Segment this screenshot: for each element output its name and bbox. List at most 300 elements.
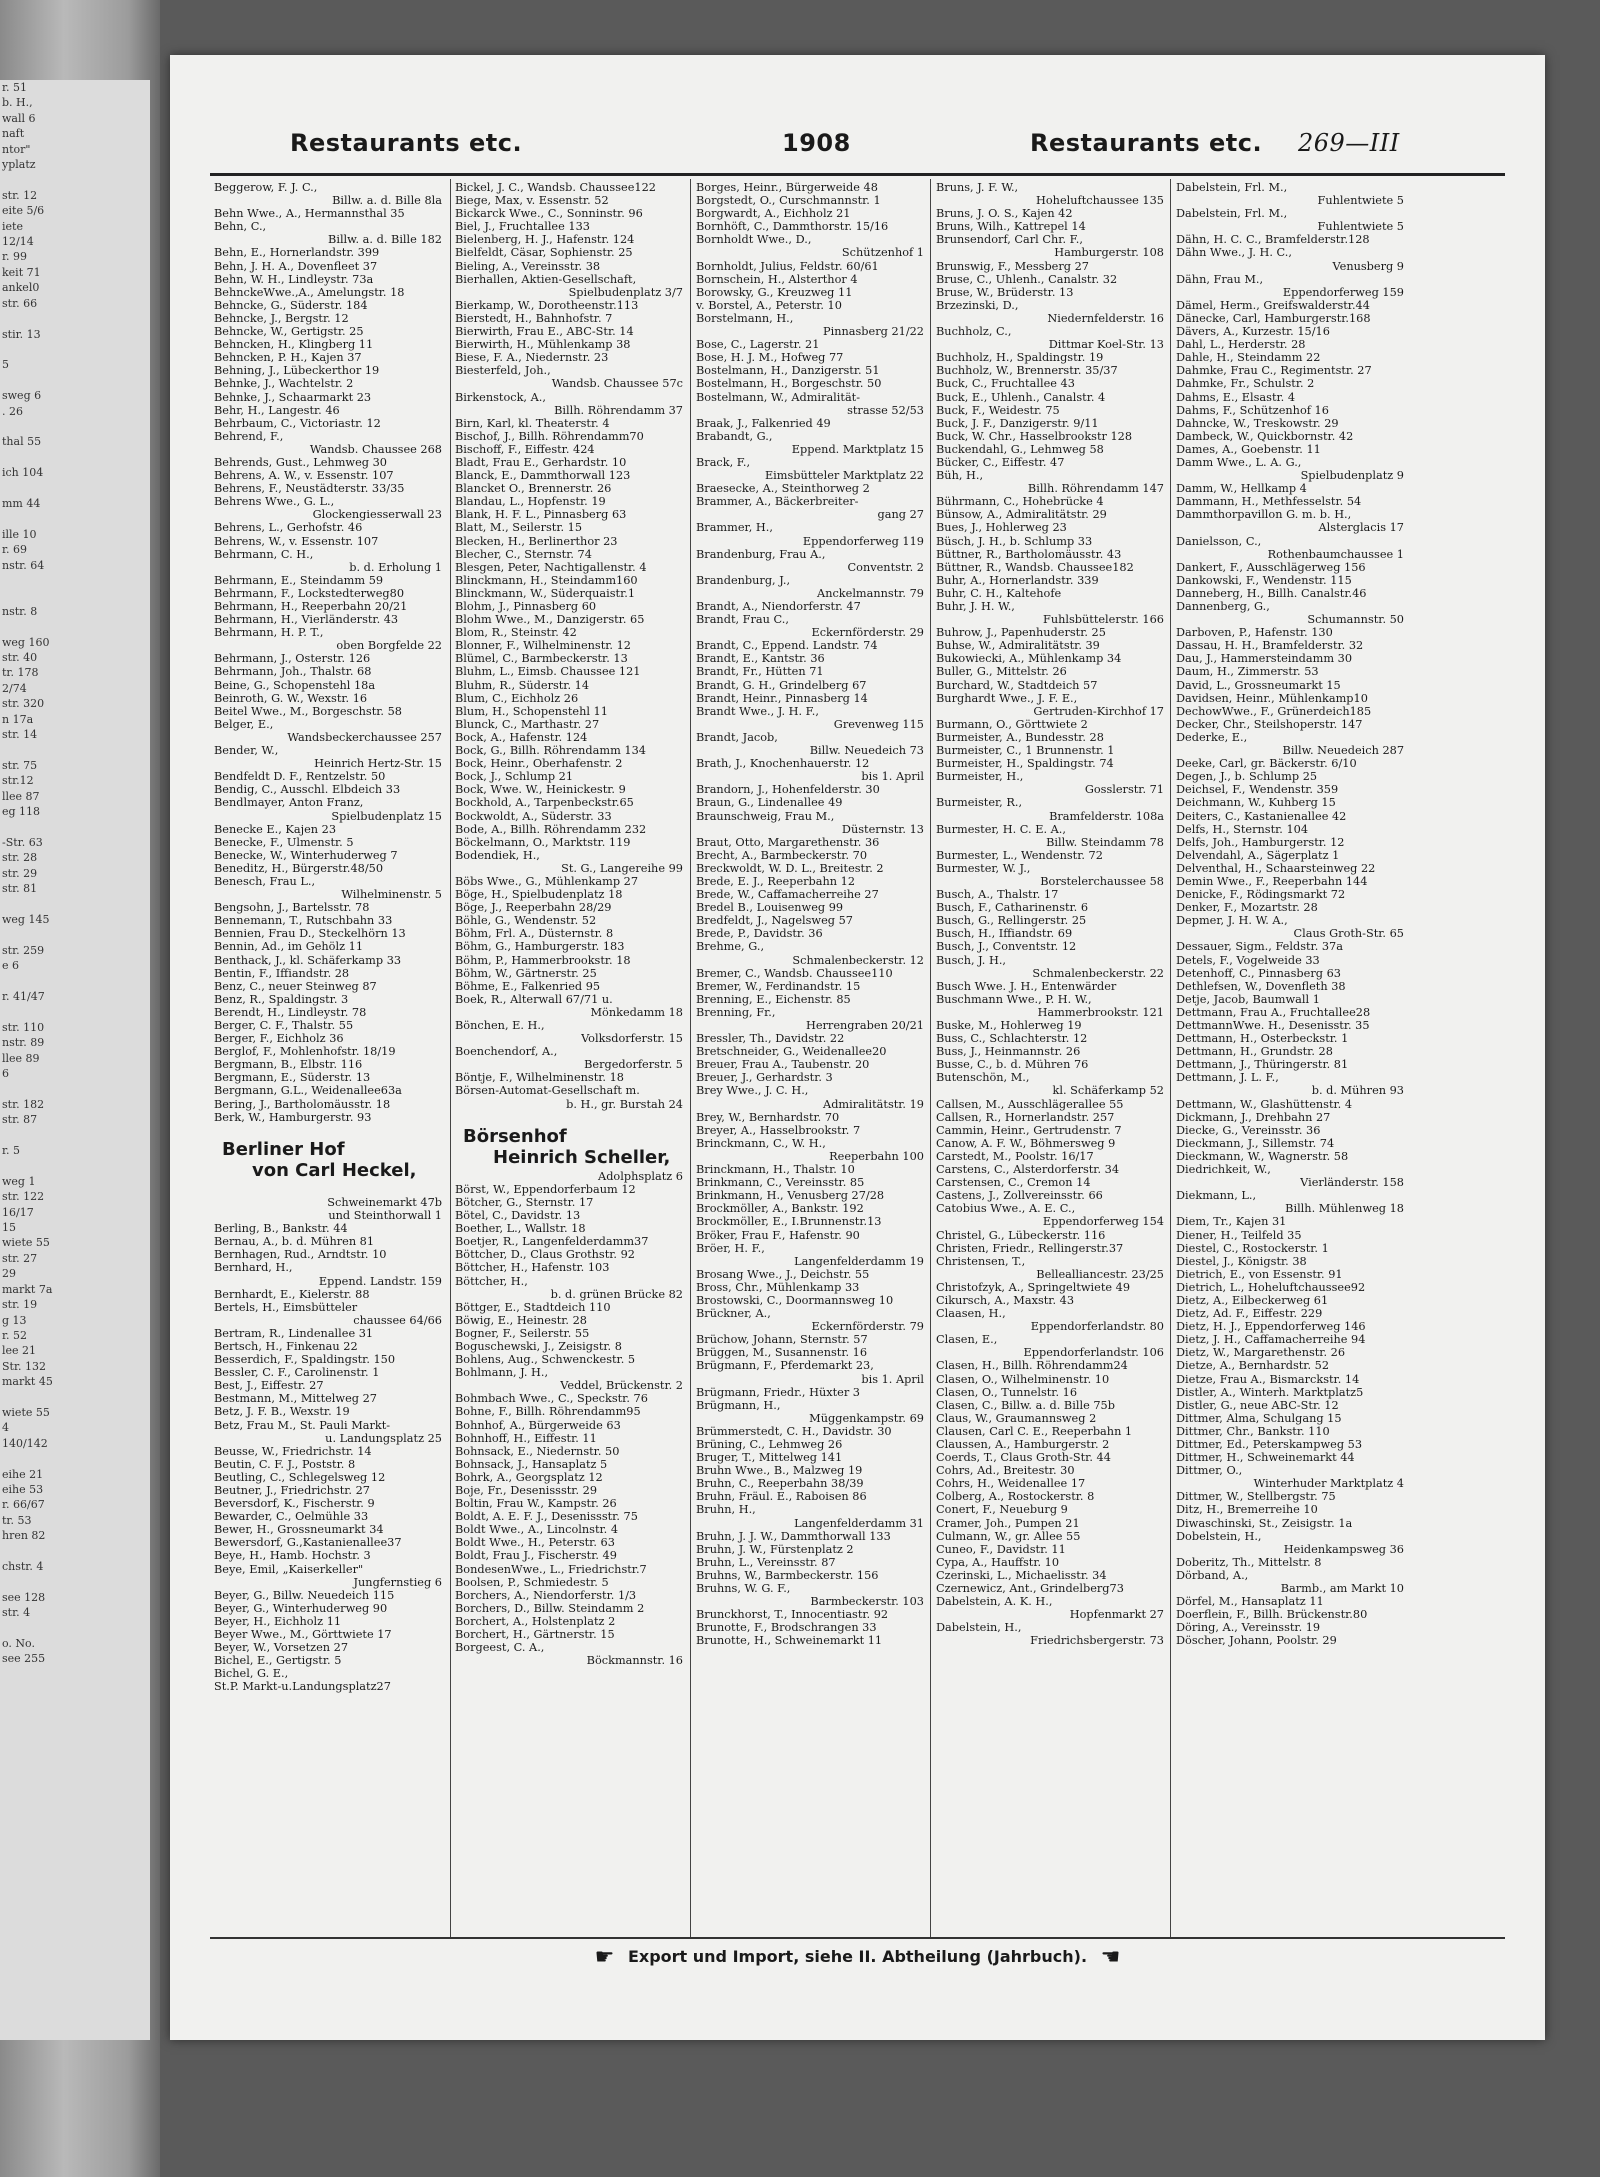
directory-entry: Diem, Tr., Kajen 31 — [1176, 1215, 1287, 1229]
directory-entry: Bönchen, E. H., — [455, 1019, 545, 1032]
directory-entry: Cikursch, A., Maxstr. 43 — [936, 1293, 1075, 1307]
directory-entry: Dietrich, L., Hoheluftchaussee92 — [1176, 1280, 1366, 1294]
directory-entry: Brunsendorf, Carl Chr. F., — [936, 233, 1083, 247]
directory-entry: Busch, G., Rellingerstr. 25 — [936, 914, 1087, 928]
directory-entry: Behncken, H., Klingberg 11 — [214, 338, 374, 352]
directory-entry: Bose, H. J. M., Hofweg 77 — [696, 351, 844, 365]
left-page-text: str. 19 — [2, 1298, 38, 1312]
left-page-text — [0, 820, 150, 835]
directory-entry: und Steinthorwall 1 — [328, 1209, 442, 1223]
directory-entry: Borchers, D., Billw. Steindamm 2 — [455, 1601, 645, 1615]
directory-entry: Beye, Emil, „Kaiserkeller" — [214, 1562, 364, 1576]
directory-entry: Dähn, Frau M., — [1176, 272, 1264, 286]
left-page-text — [0, 1621, 150, 1636]
directory-entry: Buchholz, C., — [936, 325, 1012, 339]
directory-entry: Blum, C., Eichholz 26 — [455, 691, 579, 705]
column-3 — [696, 181, 924, 1648]
directory-entry: BondesenWwe., L., Friedrichstr.7 — [455, 1562, 647, 1576]
left-page-text: llee 89 — [2, 1051, 40, 1065]
directory-entry: Heidenkampsweg 36 — [1283, 1542, 1404, 1556]
directory-entry: Brede, E. J., Reeperbahn 12 — [696, 874, 856, 888]
directory-entry: Conert, F., Neueburg 9 — [936, 1503, 1068, 1517]
directory-entry: Venusberg 9 — [1332, 259, 1404, 273]
directory-entry: Bergedorferstr. 5 — [584, 1058, 683, 1072]
directory-entry: Billw. a. d. Bille 8la — [332, 194, 442, 208]
directory-entry: Bohmbach Wwe., C., Speckstr. 76 — [455, 1392, 648, 1406]
directory-entry: Brunckhorst, T., Innocentiastr. 92 — [696, 1608, 889, 1622]
directory-entry: Bornholdt, Julius, Feldstr. 60/61 — [696, 259, 879, 273]
directory-entry: Pinnasberg 21/22 — [823, 325, 924, 339]
directory-entry: Diekmann, L., — [1176, 1189, 1257, 1203]
directory-entry: Damm Wwe., L. A. G., — [1176, 455, 1302, 469]
directory-entry: Deiters, C., Kastanienallee 42 — [1176, 809, 1347, 823]
directory-entry: Blandau, L., Hopfenstr. 19 — [455, 495, 606, 509]
directory-entry: Clasen, C., Billw. a. d. Bille 75b — [936, 1398, 1115, 1412]
column-5 — [1176, 181, 1404, 1648]
directory-entry: Buhse, W., Admiralitätstr. 39 — [936, 639, 1100, 653]
directory-entry: u. Landungsplatz 25 — [325, 1431, 442, 1445]
directory-entry: Billh. Röhrendamm 147 — [1027, 482, 1164, 496]
directory-entry: Bohne, F., Billh. Röhrendamm95 — [455, 1405, 641, 1419]
directory-entry: Eppendorferweg 119 — [802, 534, 924, 548]
directory-entry: Boetjer, R., Langenfelderdamm37 — [455, 1235, 649, 1249]
directory-entry: Bichel, G. E., — [214, 1667, 289, 1681]
directory-entry: Distler, A., Winterh. Marktplatz5 — [1176, 1385, 1364, 1399]
directory-entry: Bierhallen, Aktien-Gesellschaft, — [455, 272, 637, 286]
directory-entry: Buske, M., Hohlerweg 19 — [936, 1019, 1082, 1032]
directory-entry: Fuhlentwiete 5 — [1317, 194, 1404, 208]
directory-entry: Blesgen, Peter, Nachtigallenstr. 4 — [455, 560, 647, 574]
directory-entry: Diwaschinski, St., Zeisigstr. 1a — [1176, 1516, 1353, 1530]
directory-entry: Beutin, C. F. J., Poststr. 8 — [214, 1457, 356, 1471]
left-page-text: str. 75 — [2, 758, 38, 772]
directory-entry: Buller, G., Mittelstr. 26 — [936, 665, 1067, 679]
left-page-text: wiete 55 — [2, 1236, 50, 1250]
directory-entry: Eppendorferweg 159 — [1282, 285, 1404, 299]
directory-entry: Dietze, Frau A., Bismarckstr. 14 — [1176, 1372, 1360, 1386]
directory-entry: Dietz, W., Margarethenstr. 26 — [1176, 1346, 1346, 1360]
directory-entry: Blanck, E., Dammthorwall 123 — [455, 469, 631, 483]
directory-entry: Behrens, L., Gerhofstr. 46 — [214, 521, 363, 535]
directory-entry: Eckernförderstr. 29 — [811, 626, 924, 640]
directory-entry: Bladt, Frau E., Gerhardstr. 10 — [455, 455, 627, 469]
directory-entry: Busch Wwe. J. H., Entenwärder — [936, 979, 1117, 993]
directory-entry: Braut, Otto, Margarethenstr. 36 — [696, 835, 880, 849]
directory-entry: Culmann, W., gr. Allee 55 — [936, 1529, 1081, 1543]
directory-entry: Christofzyk, A., Springeltwiete 49 — [936, 1280, 1131, 1294]
directory-entry: Billw. Steindamm 78 — [1046, 835, 1164, 849]
directory-entry: Herrengraben 20/21 — [805, 1019, 924, 1032]
directory-entry: Brandt, Heinr., Pinnasberg 14 — [696, 691, 868, 705]
directory-entry: Behncke, G., Süderstr. 184 — [214, 298, 368, 312]
directory-entry: Glockengiesserwall 23 — [312, 508, 442, 522]
directory-entry: Bendlmayer, Anton Franz, — [214, 796, 364, 810]
directory-entry: Böckelmann, O., Marktstr. 119 — [455, 835, 631, 849]
directory-entry: Bergmann, G.L., Weidenallee63a — [214, 1084, 402, 1098]
directory-entry: Gertruden-Kirchhof 17 — [1033, 704, 1164, 718]
directory-entry: Bierwirth, Frau E., ABC-Str. 14 — [455, 325, 634, 339]
left-page-text: str. 40 — [2, 651, 38, 665]
directory-entry: Benecke, W., Winterhuderweg 7 — [214, 848, 398, 862]
directory-entry: gang 27 — [877, 508, 924, 522]
directory-entry: Dittmer, Alma, Schulgang 15 — [1176, 1411, 1342, 1425]
directory-entry: Dävers, A., Kurzestr. 15/16 — [1176, 325, 1330, 339]
directory-entry: Brostowski, C., Doormannsweg 10 — [696, 1293, 894, 1307]
left-page-text: str. 259 — [2, 943, 45, 957]
directory-entry: Behrbaum, C., Victoriastr. 12 — [214, 416, 381, 430]
directory-entry: Böttger, E., Stadtdeich 110 — [455, 1300, 611, 1314]
left-page-text — [0, 1004, 150, 1019]
directory-entry: Bruns, J. F. W., — [936, 181, 1019, 194]
directory-entry: Böge, H., Spielbudenplatz 18 — [455, 888, 623, 902]
directory-entry: Bessler, C. F., Carolinenstr. 1 — [214, 1366, 380, 1380]
directory-entry: Damm, W., Hellkamp 4 — [1176, 482, 1307, 496]
directory-entry: Borgstedt, O., Curschmannstr. 1 — [696, 194, 881, 208]
directory-entry: Behning, J., Lübeckerthor 19 — [214, 364, 380, 378]
directory-entry: chaussee 64/66 — [353, 1313, 442, 1327]
directory-entry: Bukowiecki, A., Mühlenkamp 34 — [936, 652, 1122, 666]
left-page-text: see 255 — [2, 1652, 46, 1666]
directory-entry: Veddel, Brückenstr. 2 — [560, 1379, 683, 1393]
directory-entry: Dietz, H. J., Eppendorferweg 146 — [1176, 1320, 1366, 1334]
left-page-text: str. 14 — [2, 728, 38, 742]
directory-entry: Eckernförderstr. 79 — [811, 1320, 924, 1334]
directory-entry: Buhr, A., Hornerlandstr. 339 — [936, 573, 1099, 587]
directory-entry: Braak, J., Falkenried 49 — [696, 416, 831, 430]
directory-entry: Bruhn, L., Vereinsstr. 87 — [696, 1555, 836, 1569]
footer-note: Export und Import, siehe II. Abtheilung (Jahrbuch). — [627, 1947, 1088, 1966]
directory-entry: Bertels, H., Eimsbütteler — [214, 1300, 358, 1314]
directory-entry: Dickmann, J., Drehbahn 27 — [1176, 1110, 1331, 1124]
directory-entry: Bennien, Frau D., Steckelhörn 13 — [214, 927, 406, 941]
directory-entry: Bockwoldt, A., Süderstr. 33 — [455, 809, 612, 823]
left-page-text — [0, 742, 150, 757]
left-page-text: nstr. 89 — [2, 1036, 45, 1050]
directory-entry: Düsternstr. 13 — [841, 822, 924, 836]
directory-entry: Dänecke, Carl, Hamburgerstr.168 — [1176, 311, 1371, 325]
advert-boersenhof — [463, 1126, 683, 1168]
directory-entry: Bock, Wwe. W., Heinickestr. 9 — [455, 783, 626, 797]
directory-entry: Berendt, H., Lindleystr. 78 — [214, 1005, 367, 1019]
directory-entry: Benz, C., neuer Steinweg 87 — [214, 979, 377, 993]
left-page-text: str. 182 — [2, 1097, 45, 1111]
directory-entry: Brockmöller, A., Bankstr. 192 — [696, 1202, 864, 1216]
directory-entry: Beversdorf, K., Fischerstr. 9 — [214, 1497, 375, 1511]
left-page-text: tr. 53 — [2, 1513, 32, 1527]
left-page-text: nstr. 8 — [2, 604, 38, 618]
left-page-text: mm 44 — [2, 496, 41, 510]
left-page-text — [0, 927, 150, 942]
left-page-text: str. 66 — [2, 296, 38, 310]
pointing-hand-right-icon: ☛ — [594, 1945, 615, 1970]
left-page-text: str. 320 — [2, 697, 45, 711]
left-page-text: 15 — [2, 1221, 16, 1235]
directory-entry: Dietz, J. H., Caffamacherreihe 94 — [1176, 1333, 1366, 1347]
directory-entry: Dethlefsen, W., Dovenfleth 38 — [1176, 979, 1346, 993]
column-2 — [455, 181, 683, 1667]
directory-entry: Christen, Friedr., Rellingerstr.37 — [936, 1241, 1124, 1255]
directory-entry: Bruse, W., Brüderstr. 13 — [936, 285, 1074, 299]
directory-entry: Wilhelminenstr. 5 — [341, 888, 442, 902]
left-page-text: str. 29 — [2, 866, 38, 880]
directory-entry: Darboven, P., Hafenstr. 130 — [1176, 626, 1333, 640]
directory-entry: Braunschweig, Frau M., — [696, 809, 835, 823]
directory-entry: Berglof, F., Mohlenhofstr. 18/19 — [214, 1045, 396, 1059]
directory-entry: Bücker, C., Eiffestr. 47 — [936, 455, 1065, 469]
directory-entry: Brunswig, F., Messberg 27 — [936, 259, 1089, 273]
left-page-text: . 26 — [2, 404, 23, 418]
directory-entry: Buchholz, W., Brennerstr. 35/37 — [936, 364, 1118, 378]
directory-entry: Bengsohn, J., Bartelsstr. 78 — [214, 901, 370, 915]
directory-entry: Blatt, M., Seilerstr. 15 — [455, 521, 583, 535]
directory-entry: Borchers, A., Niendorferstr. 1/3 — [455, 1588, 637, 1602]
directory-entry: Diestel, J., Königstr. 38 — [1176, 1254, 1307, 1268]
directory-entry: Bierstedt, H., Bahnhofstr. 7 — [455, 311, 613, 325]
directory-entry: Boltin, Frau W., Kampstr. 26 — [455, 1497, 617, 1511]
directory-entry: Blunck, C., Marthastr. 27 — [455, 717, 600, 731]
directory-entry: Blum, H., Schopenstehl 11 — [455, 704, 608, 718]
directory-entry: Böhm, Frl. A., Düsternstr. 8 — [455, 927, 614, 941]
directory-entry: Bötcher, G., Sternstr. 17 — [455, 1195, 594, 1209]
directory-entry: Burmester, H. C. E. A., — [936, 822, 1066, 836]
directory-entry: Brehme, G., — [696, 940, 765, 954]
directory-entry: Brandt Wwe., J. H. F., — [696, 704, 819, 718]
left-page-text: 29 — [2, 1267, 16, 1281]
directory-entry: bis 1. April — [861, 1372, 924, 1386]
directory-entry: Wandsbeckerchaussee 257 — [287, 730, 442, 744]
directory-entry: Dabelstein, Frl. M., — [1176, 207, 1288, 221]
directory-entry: Dankert, F., Ausschlägerweg 156 — [1176, 560, 1366, 574]
directory-entry: Brügmann, H., — [696, 1398, 781, 1412]
directory-entry: Brüggen, M., Susannenstr. 16 — [696, 1346, 868, 1360]
directory-entry: Clasen, O., Wilhelminenstr. 10 — [936, 1372, 1110, 1386]
left-page-text: wiete 55 — [2, 1405, 50, 1419]
directory-entry: Müggenkampstr. 69 — [809, 1411, 924, 1425]
left-page-text: r. 41/47 — [2, 989, 45, 1003]
directory-entry: Behncke, J., Bergstr. 12 — [214, 311, 349, 325]
directory-entry: Adolphsplatz 6 — [598, 1169, 683, 1183]
directory-entry: b. H., gr. Burstah 24 — [566, 1097, 683, 1111]
directory-entry: Boldt, A. E. F. J., Desenissstr. 75 — [455, 1510, 638, 1524]
left-page-text: str. 87 — [2, 1113, 38, 1127]
directory-entry — [214, 1183, 442, 1196]
directory-entry: Behrmann, E., Steindamm 59 — [214, 573, 384, 587]
page-number: 269—III — [1298, 129, 1400, 157]
directory-entry: Büsch, J. H., b. Schlump 33 — [936, 534, 1093, 548]
directory-entry: Demin Wwe., F., Reeperbahn 144 — [1176, 874, 1368, 888]
directory-entry: Boldt Wwe., A., Lincolnstr. 4 — [455, 1523, 619, 1537]
directory-entry: Schumannstr. 50 — [1307, 613, 1404, 627]
directory-entry: Buckendahl, G., Lehmweg 58 — [936, 442, 1104, 456]
directory-entry: Diecke, G., Vereinsstr. 36 — [1176, 1123, 1321, 1137]
directory-entry: Böge, J., Reeperbahn 28/29 — [455, 901, 612, 915]
directory-entry: Billw. Neuedeich 73 — [809, 744, 924, 758]
directory-entry: Jungfernstieg 6 — [353, 1575, 442, 1589]
directory-entry: Dämel, Herm., Greifswalderstr.44 — [1176, 298, 1370, 312]
directory-entry: Dessauer, Sigm., Feldstr. 37a — [1176, 940, 1343, 954]
directory-entry: Bergmann, E., Süderstr. 13 — [214, 1071, 371, 1085]
directory-entry: Bertram, R., Lindenallee 31 — [214, 1326, 374, 1340]
directory-entry: Bührmann, C., Hohebrücke 4 — [936, 495, 1104, 509]
directory-entry: Brückner, A., — [696, 1307, 771, 1321]
directory-entry: Brenning, Fr., — [696, 1005, 776, 1019]
directory-entry: Bretschneider, G., Weidenallee20 — [696, 1045, 887, 1059]
directory-entry: Bröer, H. F., — [696, 1241, 765, 1255]
directory-entry: Diedrichkeit, W., — [1176, 1163, 1271, 1177]
directory-entry: Beyer, G., Billw. Neuedeich 115 — [214, 1588, 395, 1602]
left-page-text: eg 118 — [2, 805, 41, 819]
directory-entry: Distler, G., neue ABC-Str. 12 — [1176, 1398, 1339, 1412]
left-page-text — [0, 974, 150, 989]
left-page-text — [0, 481, 150, 496]
directory-entry: Wandsb. Chaussee 57c — [551, 377, 683, 391]
left-page-text: iete — [2, 219, 23, 233]
directory-entry: Bohlens, Aug., Schwenckestr. 5 — [455, 1353, 636, 1367]
directory-entry: b. d. grünen Brücke 82 — [550, 1287, 683, 1301]
directory-entry: Best, J., Eiffestr. 27 — [214, 1379, 324, 1393]
directory-entry: Dittmer, W., Stellbergstr. 75 — [1176, 1490, 1336, 1504]
directory-entry: Behncke, W., Gertigstr. 25 — [214, 325, 364, 339]
directory-entry: Deeke, Carl, gr. Bäckerstr. 6/10 — [1176, 757, 1357, 771]
left-page-text: eite 5/6 — [2, 204, 45, 218]
directory-entry: Bering, J., Bartholomäusstr. 18 — [214, 1097, 391, 1111]
directory-entry: Delvendahl, A., Sägerplatz 1 — [1176, 848, 1340, 862]
directory-entry: Wandsb. Chaussee 268 — [309, 442, 442, 456]
directory-entry: Bernhagen, Rud., Arndtstr. 10 — [214, 1248, 387, 1262]
left-page-text: lee 21 — [2, 1344, 37, 1358]
directory-entry: Bendig, C., Ausschl. Elbdeich 33 — [214, 783, 401, 797]
left-page-text: o. No. — [2, 1637, 35, 1651]
directory-entry: Canow, A. F. W., Böhmersweg 9 — [936, 1136, 1116, 1150]
directory-entry: Bohlmann, J. H., — [455, 1366, 549, 1380]
directory-entry: Borgwardt, A., Eichholz 21 — [696, 207, 851, 221]
directory-entry: Burmester, L., Wendenstr. 72 — [936, 848, 1103, 862]
directory-entry: Brammer, H., — [696, 521, 773, 535]
header-year: 1908 — [782, 129, 851, 157]
directory-entry: Bünsow, A., Admiralitätstr. 29 — [936, 508, 1107, 522]
directory-entry: Spielbudenplatz 9 — [1300, 469, 1404, 483]
directory-entry: Behrens, W., v. Essenstr. 107 — [214, 534, 379, 548]
directory-entry: Bluhm, L., Eimsb. Chaussee 121 — [455, 665, 641, 679]
directory-entry: Beitel Wwe., M., Borgeschstr. 58 — [214, 704, 402, 718]
left-page-text: 12/14 — [2, 235, 34, 249]
directory-entry: Dittmer, Ed., Peterskampweg 53 — [1176, 1438, 1363, 1451]
left-page-text: e 6 — [2, 959, 20, 973]
directory-entry: Burghardt Wwe., J. F. E., — [936, 691, 1078, 705]
column-1 — [214, 181, 442, 1694]
directory-entry: Bruhn Wwe., B., Malzweg 19 — [696, 1464, 863, 1478]
directory-entry: Busse, C., b. d. Mühren 76 — [936, 1058, 1089, 1072]
directory-entry: Dabelstein, A. K. H., — [936, 1595, 1053, 1609]
directory-entry: Diener, H., Teilfeld 35 — [1176, 1228, 1302, 1242]
directory-entry: Eppendorferlandstr. 80 — [1030, 1320, 1164, 1334]
directory-entry: Biese, F. A., Niedernstr. 23 — [455, 351, 609, 365]
directory-entry: Bremer, C., Wandsb. Chaussee110 — [696, 966, 893, 980]
directory-entry: Detenhoff, C., Pinnasberg 63 — [1176, 966, 1341, 980]
directory-entry: Bohnsack, J., Hansaplatz 5 — [455, 1457, 608, 1471]
directory-entry: Bock, Heinr., Oberhafenstr. 2 — [455, 757, 623, 771]
directory-entry: Hopfenmarkt 27 — [1069, 1608, 1164, 1622]
directory-entry: Delventhal, H., Schaarsteinweg 22 — [1176, 861, 1376, 875]
directory-entry: Besserdich, F., Spaldingstr. 150 — [214, 1353, 396, 1367]
directory-entry: Langenfelderdamm 19 — [794, 1254, 924, 1268]
directory-entry: Belger, E., — [214, 717, 274, 731]
left-page-text — [0, 588, 150, 603]
directory-entry: Blümel, C., Barmbeckerstr. 13 — [455, 652, 628, 666]
directory-entry: Bornholdt Wwe., D., — [696, 233, 812, 247]
directory-entry: Böttcher, D., Claus Grothstr. 92 — [455, 1248, 635, 1262]
directory-entry: Behrmann, H., Vierländerstr. 43 — [214, 613, 399, 627]
directory-entry: Carstens, C., Alsterdorferstr. 34 — [936, 1163, 1120, 1177]
directory-entry: Brügmann, F., Pferdemarkt 23, — [696, 1359, 874, 1373]
directory-entry: Bewer, H., Grossneumarkt 34 — [214, 1523, 384, 1537]
directory-entry: Winterhuder Marktplatz 4 — [1253, 1477, 1404, 1491]
directory-entry: Schmalenbeckerstr. 12 — [792, 953, 924, 967]
directory-entry: Blom, R., Steinstr. 42 — [455, 626, 577, 640]
left-page-text: 16/17 — [2, 1205, 34, 1219]
directory-entry: Christensen, T., — [936, 1254, 1026, 1268]
directory-entry: Brandt, Jacob, — [696, 730, 778, 744]
directory-entry: Brinckmann, C., W. H., — [696, 1136, 826, 1150]
directory-entry: Dittmar Koel-Str. 13 — [1048, 338, 1164, 352]
directory-entry: Bruse, C., Uhlenh., Canalstr. 32 — [936, 272, 1118, 286]
directory-entry: Behr, H., Langestr. 46 — [214, 403, 340, 417]
directory-entry: Carstedt, M., Poolstr. 16/17 — [936, 1149, 1094, 1163]
directory-entry: Beusse, W., Friedrichstr. 14 — [214, 1444, 372, 1458]
directory-entry: Dames, A., Goebenstr. 11 — [1176, 442, 1321, 456]
left-page-text — [0, 1574, 150, 1589]
directory-entry: Dittmer, O., — [1176, 1464, 1243, 1478]
directory-entry: Böntje, F., Wilhelminenstr. 18 — [455, 1071, 624, 1085]
directory-entry: Bendfeldt D. F., Rentzelstr. 50 — [214, 770, 386, 784]
directory-entry: b. d. Mühren 93 — [1311, 1084, 1404, 1098]
directory-entry: Blohm Wwe., M., Danzigerstr. 65 — [455, 613, 645, 627]
directory-entry: Deichmann, W., Kuhberg 15 — [1176, 796, 1336, 810]
column-divider — [930, 179, 931, 1939]
directory-entry: Bredel B., Louisenweg 99 — [696, 901, 844, 915]
directory-entry: Coerds, T., Claus Groth-Str. 44 — [936, 1451, 1111, 1465]
directory-entry: Bertsch, H., Finkenau 22 — [214, 1339, 358, 1353]
directory-entry: Bennemann, T., Rutschbahn 33 — [214, 914, 393, 928]
directory-entry: Catobius Wwe., A. E. C., — [936, 1202, 1076, 1216]
directory-entry: Blinckmann, H., Steindamm160 — [455, 573, 638, 587]
directory-entry: Böhm, W., Gärtnerstr. 25 — [455, 966, 597, 980]
directory-entry: Admiralitätstr. 19 — [823, 1097, 924, 1111]
directory-entry: Dahms, E., Elsastr. 4 — [1176, 390, 1296, 404]
directory-entry: Böhm, P., Hammerbrookstr. 18 — [455, 953, 631, 967]
directory-entry: Hoheluftchaussee 135 — [1036, 194, 1164, 208]
directory-entry: Brandenburg, Frau A., — [696, 547, 826, 561]
directory-entry: Dahms, F., Schützenhof 16 — [1176, 403, 1329, 417]
directory-entry: Dabelstein, Frl. M., — [1176, 181, 1288, 194]
directory-entry: Danielsson, C., — [1176, 534, 1262, 548]
directory-entry: Clasen, O., Tunnelstr. 16 — [936, 1385, 1078, 1399]
left-page-text — [0, 419, 150, 434]
directory-entry: Dannenberg, G., — [1176, 600, 1270, 613]
directory-entry: Rothenbaumchaussee 1 — [1267, 547, 1404, 561]
left-page-text: -Str. 63 — [2, 835, 43, 849]
advert-line: Börsenhof — [463, 1125, 567, 1147]
left-page-text: weg 1 — [2, 1174, 36, 1188]
advert-line: Heinrich Scheller, — [493, 1146, 671, 1168]
left-page-text: str. 4 — [2, 1606, 31, 1620]
directory-entry: Behrens, A. W., v. Essenstr. 107 — [214, 469, 394, 483]
footer-rule — [210, 1937, 1505, 1939]
left-page-fragment — [0, 80, 150, 2040]
directory-entry: Berger, C. F., Thalstr. 55 — [214, 1019, 354, 1032]
directory-entry: Buck, W. Chr., Hasselbrookstr 128 — [936, 429, 1133, 443]
directory-entry: Barmbeckerstr. 103 — [810, 1595, 924, 1609]
